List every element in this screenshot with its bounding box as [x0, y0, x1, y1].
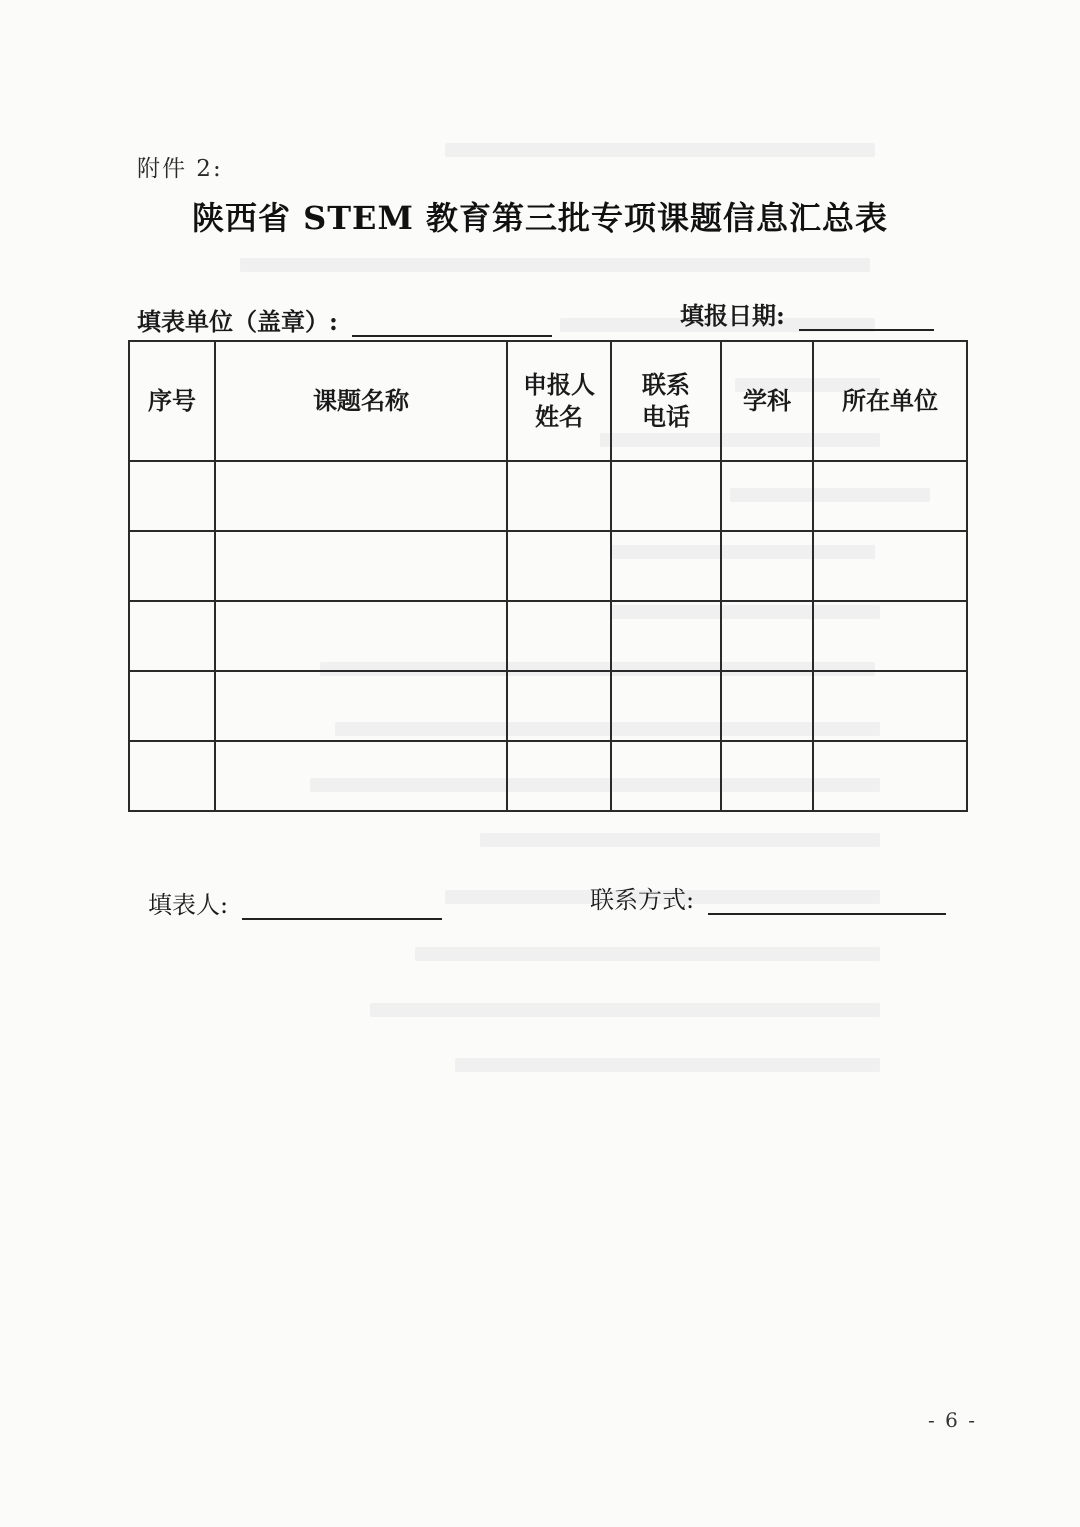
header-text: 姓名 [535, 402, 583, 431]
table-cell[interactable] [507, 601, 611, 671]
table-cell[interactable] [813, 601, 967, 671]
table-cell[interactable] [215, 601, 507, 671]
header-serial-number [129, 341, 215, 461]
table-row [129, 461, 967, 531]
filling-date-label: 填报日期: [680, 301, 785, 330]
table-cell[interactable] [611, 531, 721, 601]
header-text: 课题名称 [313, 386, 409, 415]
table-cell[interactable] [813, 531, 967, 601]
table-cell[interactable] [721, 601, 813, 671]
header-affiliation [813, 341, 967, 461]
filling-unit-line [137, 302, 552, 337]
header-text: 序号 [148, 386, 196, 415]
table-cell[interactable] [721, 671, 813, 741]
table-row [129, 531, 967, 601]
table-cell[interactable] [611, 461, 721, 531]
show-through-text [240, 258, 870, 272]
table-cell[interactable] [129, 741, 215, 811]
table-cell[interactable] [129, 601, 215, 671]
table-cell[interactable] [129, 671, 215, 741]
show-through-text [480, 833, 880, 847]
table-row [129, 601, 967, 671]
table-cell[interactable] [721, 531, 813, 601]
header-text: 所在单位 [842, 386, 938, 415]
table-cell[interactable] [813, 741, 967, 811]
filler-label: 填表人: [148, 891, 229, 919]
filling-date-line [680, 296, 934, 331]
table-row [129, 741, 967, 811]
table-cell[interactable] [215, 741, 507, 811]
document-title: 陕西省 STEM 教育第三批专项课题信息汇总表 [191, 199, 889, 237]
header-text: 申报人 [523, 370, 595, 399]
table-cell[interactable] [721, 741, 813, 811]
attachment-label: 附件 2: [137, 156, 223, 182]
show-through-text [445, 143, 875, 157]
table-cell[interactable] [507, 741, 611, 811]
page-number: - 6 - [928, 1408, 977, 1432]
header-text: 联系 [642, 370, 690, 399]
table-cell[interactable] [215, 671, 507, 741]
show-through-text [415, 947, 880, 961]
table-cell[interactable] [215, 531, 507, 601]
table-cell[interactable] [611, 671, 721, 741]
show-through-text [455, 1058, 880, 1072]
table-cell[interactable] [721, 461, 813, 531]
table-row [129, 671, 967, 741]
contact-blank[interactable] [708, 887, 946, 915]
table-cell[interactable] [813, 671, 967, 741]
header-project-name [215, 341, 507, 461]
filler-blank[interactable] [242, 892, 442, 920]
table-cell[interactable] [215, 461, 507, 531]
header-subject [721, 341, 813, 461]
filling-unit-blank[interactable] [352, 309, 552, 337]
table-cell[interactable] [611, 601, 721, 671]
table-cell[interactable] [611, 741, 721, 811]
show-through-text [370, 1003, 880, 1017]
summary-table [128, 340, 968, 812]
filling-date-blank[interactable] [799, 303, 934, 331]
table-cell[interactable] [507, 461, 611, 531]
table-cell[interactable] [507, 531, 611, 601]
table-header-row [129, 341, 967, 461]
header-contact-phone [611, 341, 721, 461]
contact-line [590, 880, 946, 915]
header-text: 学科 [743, 386, 791, 415]
header-applicant-name [507, 341, 611, 461]
table-cell[interactable] [507, 671, 611, 741]
filler-line [148, 885, 442, 920]
table-cell[interactable] [129, 531, 215, 601]
filling-unit-label: 填表单位（盖章）: [137, 307, 338, 336]
table-cell[interactable] [813, 461, 967, 531]
header-text: 电话 [642, 402, 690, 431]
table-cell[interactable] [129, 461, 215, 531]
contact-label: 联系方式: [590, 886, 695, 914]
